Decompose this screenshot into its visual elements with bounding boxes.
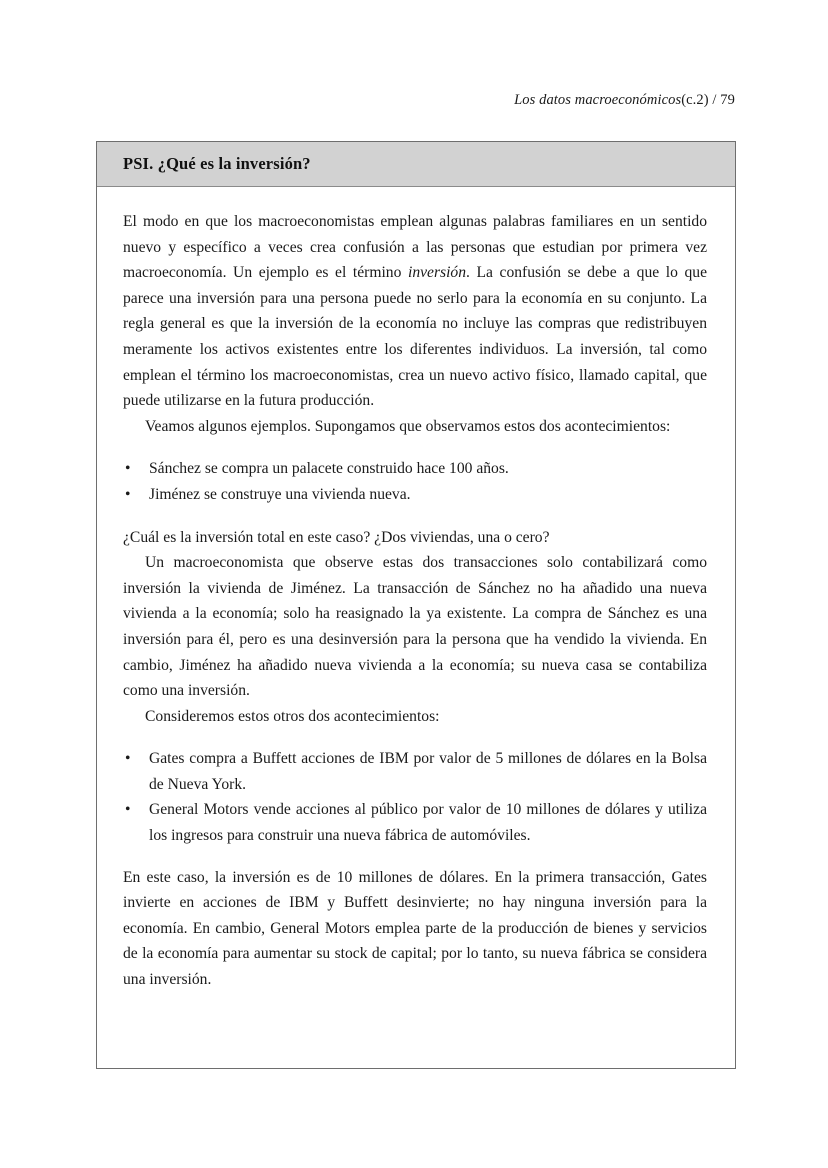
feature-box-header bbox=[97, 142, 735, 187]
list-item bbox=[123, 482, 707, 508]
bullet-icon: • bbox=[125, 485, 131, 503]
running-header-chapter-ref: (c.2) bbox=[681, 92, 709, 108]
bullet-icon: • bbox=[125, 750, 131, 768]
list-item bbox=[123, 746, 707, 797]
paragraph-1-part-1: El modo en que los macroeconomistas emplean algunas palabras familiares en un sentido nuevo y específico a veces crea confusión a las personas que estudian por primera vez macroeconomía. Un ejemplo es el término bbox=[123, 213, 707, 282]
list-item-text: Jiménez se construye una vivienda nueva. bbox=[149, 485, 411, 503]
bullet-icon: • bbox=[125, 801, 131, 819]
feature-box bbox=[96, 141, 736, 1069]
paragraph-4: Un macroeconomista que observe estas dos transacciones solo contabilizará como inversión la vivienda de Jiménez. La transacción de Sánchez no ha añadido una nueva vivienda a la economía; solo ha reasignado la ya existente. La compra de Sánchez es una inversión para él, pero es una desinversión para la persona que ha vendido la vivienda. En cambio, Jiménez ha añadido nueva vivienda a la economía; su nueva casa se contabiliza como una inversión. bbox=[123, 554, 707, 700]
list-item-text: General Motors vende acciones al público por valor de 10 millones de dólares y utiliza los ingresos para construir una nueva fábrica de automóviles. bbox=[149, 801, 707, 845]
page-number: 79 bbox=[720, 92, 735, 108]
running-header bbox=[514, 92, 735, 109]
paragraph-6: En este caso, la inversión es de 10 millones de dólares. En la primera transacción, Gates invierte en acciones de IBM y Buffett desinvierte; no hay ninguna inversión para la economía. En cambio, General Motors emplea parte de la producción de bienes y servicios de la economía para aumentar su stock de capital; por lo tanto, su nueva fábrica se considera una inversión. bbox=[123, 868, 707, 989]
paragraph-1-part-2: . La confusión se debe a que lo que parece una inversión para una persona puede no serlo para la economía en su conjunto. La regla general es que la inversión de la economía no incluye las compras que redistribuyen meramente los activos existentes entre los diferentes individuos. La inversión, tal como emplean el término los macroeconomistas, crea un nuevo activo físico, llamado capital, que puede utilizarse en la futura producción. bbox=[123, 264, 707, 410]
spacer bbox=[123, 508, 707, 525]
paragraph-2: Veamos algunos ejemplos. Supongamos que observamos estos dos acontecimientos: bbox=[145, 417, 671, 435]
list-item-text: Sánchez se compra un palacete construido hace 100 años. bbox=[149, 460, 509, 478]
paragraph-3: ¿Cuál es la inversión total en este caso? ¿Dos viviendas, una o cero? bbox=[123, 528, 550, 546]
spacer bbox=[123, 849, 707, 865]
bullet-icon: • bbox=[125, 460, 131, 478]
running-header-separator: / bbox=[712, 92, 717, 108]
list-item-text: Gates compra a Buffett acciones de IBM por valor de 5 millones de dólares en la Bolsa de Nueva York. bbox=[149, 750, 707, 793]
term-inversion-italic: inversión bbox=[407, 264, 467, 282]
bullet-list-2 bbox=[123, 746, 707, 848]
list-item bbox=[123, 456, 707, 482]
feature-box-title: PSI. ¿Qué es la inversión? bbox=[123, 154, 311, 173]
bullet-list-1 bbox=[123, 456, 707, 507]
list-item bbox=[123, 797, 707, 848]
running-header-book-title: Los datos macroeconómicos bbox=[514, 92, 682, 108]
paragraph-5: Consideremos estos otros dos acontecimientos: bbox=[145, 707, 440, 725]
paragraph-1 bbox=[123, 209, 707, 414]
feature-box-body bbox=[97, 187, 735, 993]
